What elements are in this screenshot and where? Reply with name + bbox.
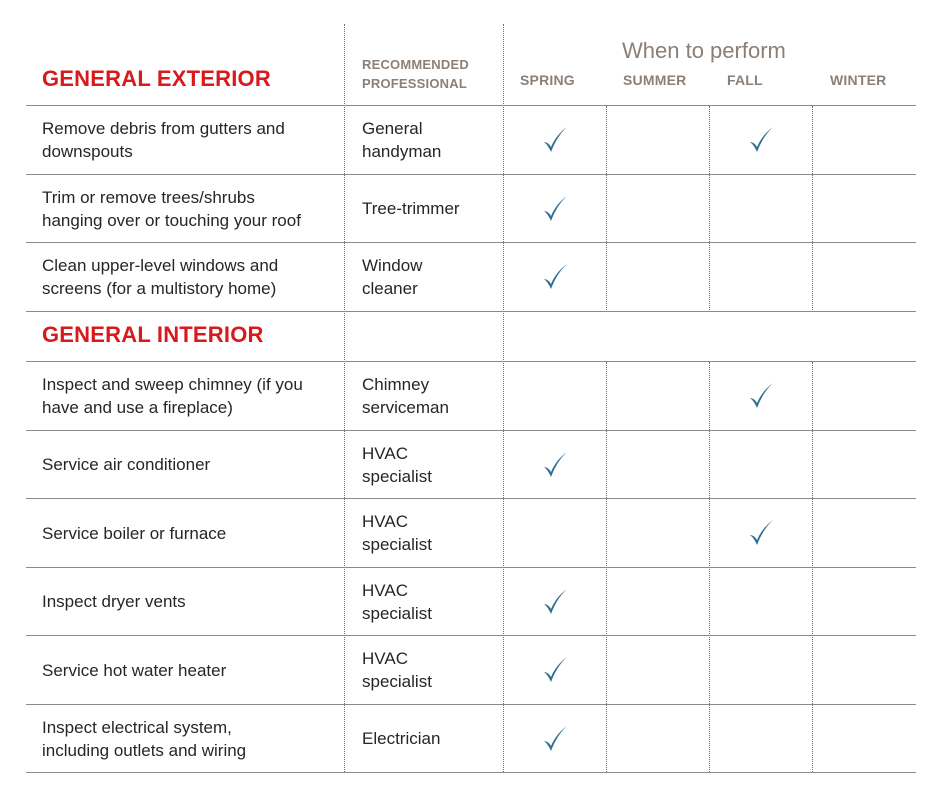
table-row (0, 636, 939, 704)
rule-bottom (26, 772, 916, 773)
professional-text-line: Chimney (362, 375, 430, 394)
task-text-line: Remove debris from gutters and (42, 119, 285, 138)
professional-text-line: specialist (362, 603, 432, 623)
task-cell (42, 705, 342, 772)
professional-text (362, 442, 432, 488)
table-row (0, 106, 939, 174)
task-text (42, 254, 278, 300)
task-text-line: Service hot water heater (42, 660, 227, 680)
task-cell (42, 362, 342, 430)
task-text (42, 373, 303, 419)
check-cell-spring (505, 636, 605, 704)
task-text-line: Inspect electrical system, (42, 717, 232, 737)
task-cell (42, 568, 342, 635)
season-header-spring: SPRING (520, 72, 575, 88)
task-text-line: screens (for a multistory home) (42, 279, 277, 298)
task-text-line: Inspect and sweep chimney (if you (42, 375, 303, 394)
checkmark-icon (540, 450, 570, 480)
task-cell (42, 431, 342, 498)
checkmark-icon (540, 655, 570, 685)
check-cell-spring (505, 106, 605, 174)
task-text-line: Service boiler or furnace (42, 523, 227, 543)
section-title-general-interior: GENERAL INTERIOR (42, 322, 264, 347)
task-text (42, 716, 246, 762)
rule (26, 311, 916, 312)
table-row (0, 362, 939, 430)
professional-text (362, 727, 440, 750)
table-row (0, 243, 939, 311)
professional-text (362, 373, 449, 419)
season-header-fall: FALL (727, 72, 763, 88)
task-text-line: have and use a fireplace) (42, 398, 233, 417)
checkmark-icon (540, 262, 570, 292)
task-text-line: downspouts (42, 142, 133, 161)
professional-text-line: General (362, 119, 423, 138)
task-text-line: Service air conditioner (42, 455, 211, 474)
task-text-line: hanging over or touching your roof (42, 210, 301, 230)
professional-header-line2: PROFESSIONAL (362, 76, 467, 91)
task-text (42, 659, 226, 682)
table-row (0, 499, 939, 567)
task-text-line: Trim or remove trees/shrubs (42, 187, 255, 207)
professional-text-line: Electrician (362, 729, 441, 748)
task-text (42, 522, 226, 545)
checkmark-icon (540, 125, 570, 155)
task-text (42, 186, 301, 232)
professional-text-line: serviceman (362, 398, 449, 417)
task-cell (42, 499, 342, 567)
table-row (0, 175, 939, 242)
professional-cell (362, 636, 502, 704)
professional-text-line: Window (362, 256, 423, 275)
check-cell-spring (505, 175, 605, 242)
professional-text-line: HVAC (362, 580, 408, 600)
task-text-line: Clean upper-level windows and (42, 256, 279, 275)
professional-cell (362, 243, 502, 311)
check-cell-spring (505, 705, 605, 772)
professional-cell (362, 431, 502, 498)
professional-text-line: specialist (362, 535, 432, 554)
checkmark-icon (540, 194, 570, 224)
professional-header-line1: RECOMMENDED (362, 57, 469, 72)
task-text (42, 590, 186, 613)
checkmark-icon (746, 125, 776, 155)
professional-cell (362, 568, 502, 635)
professional-text-line: Tree-trimmer (362, 199, 460, 218)
task-text-line: Inspect dryer vents (42, 592, 186, 611)
professional-text-line: HVAC (362, 512, 408, 531)
professional-text (362, 197, 460, 220)
table-row (0, 568, 939, 635)
task-cell (42, 175, 342, 242)
checkmark-icon (746, 518, 776, 548)
professional-text-line: HVAC (362, 649, 408, 668)
check-cell-spring (505, 243, 605, 311)
season-header-summer: SUMMER (623, 72, 687, 88)
professional-text-line: cleaner (362, 279, 418, 298)
check-cell-fall (711, 106, 811, 174)
task-text (42, 117, 285, 163)
task-cell (42, 636, 342, 704)
task-text (42, 453, 210, 476)
checkmark-icon (540, 587, 570, 617)
task-cell (42, 106, 342, 174)
professional-cell (362, 175, 502, 242)
table-row (0, 431, 939, 498)
professional-text-line: specialist (362, 672, 432, 691)
professional-text-line: handyman (362, 142, 442, 161)
checkmark-icon (540, 724, 570, 754)
professional-cell (362, 362, 502, 430)
task-text-line: including outlets and wiring (42, 740, 247, 760)
check-cell-spring (505, 568, 605, 635)
checkmark-icon (746, 381, 776, 411)
professional-text (362, 647, 432, 693)
professional-text (362, 579, 432, 625)
professional-text-line: HVAC (362, 443, 408, 463)
season-header-winter: WINTER (830, 72, 887, 88)
when-to-perform-label: When to perform (622, 38, 786, 63)
check-cell-fall (711, 362, 811, 430)
table-row (0, 705, 939, 772)
professional-text (362, 254, 422, 300)
task-cell (42, 243, 342, 311)
professional-text (362, 117, 441, 163)
check-cell-spring (505, 431, 605, 498)
check-cell-fall (711, 499, 811, 567)
professional-cell (362, 705, 502, 772)
professional-text-line: specialist (362, 466, 432, 486)
professional-cell (362, 499, 502, 567)
professional-text (362, 510, 432, 556)
professional-cell (362, 106, 502, 174)
recommended-professional-header (362, 55, 502, 93)
section-title-general-exterior: GENERAL EXTERIOR (42, 66, 271, 91)
